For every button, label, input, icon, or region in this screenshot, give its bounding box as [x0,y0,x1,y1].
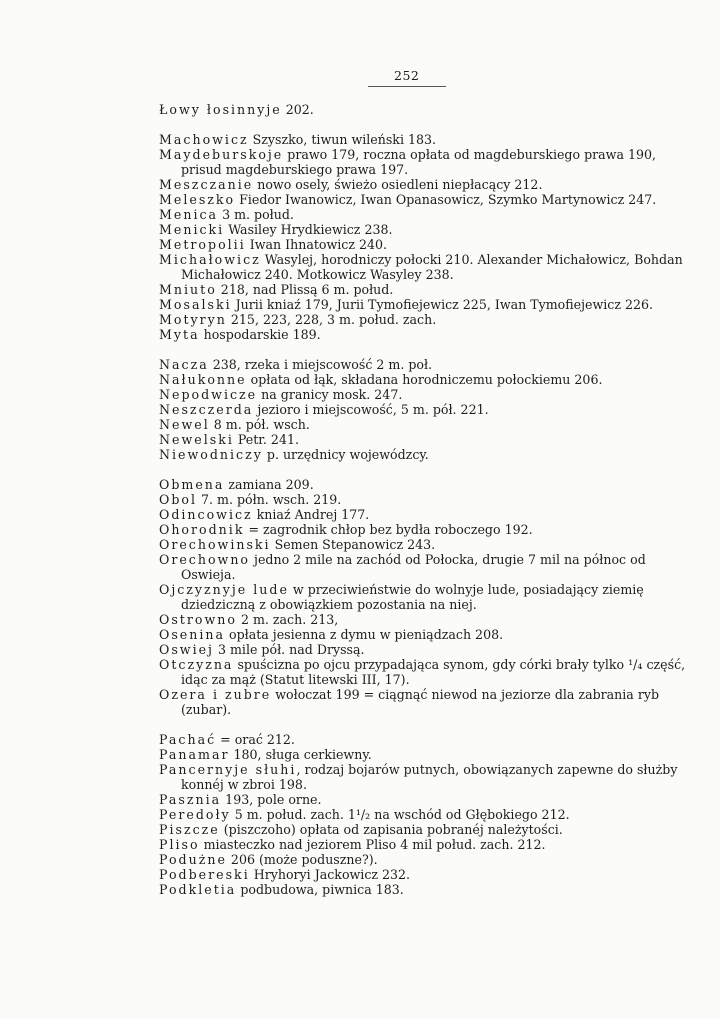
entry-text: Szyszko, tiwun wileński 183. [248,132,437,147]
entry-term: Mniuto [159,282,217,297]
glossary-entry [159,627,699,642]
entry-group [159,357,699,462]
glossary-entry [159,177,699,192]
entry-text: 2 m. zach. 213, [236,612,339,627]
entry-text: hospodarskie 189. [199,327,321,342]
page-number-rule [368,86,446,87]
glossary-entry [159,237,699,252]
glossary-entry [159,642,699,657]
glossary-entry [159,822,699,837]
entry-term: Ohorodnik [159,522,245,537]
entry-term: Pasznia [159,792,222,807]
entry-term: Orechowinski [159,537,271,552]
glossary-entry [159,552,699,582]
glossary-entry [159,612,699,627]
glossary-content [159,102,699,897]
glossary-entry [159,852,699,867]
entry-term: Łowy łosinnyje [159,102,282,117]
glossary-entry [159,807,699,822]
entry-term: Pliso [159,837,200,852]
entry-text: 180, sługa cerkiewny. [229,747,372,762]
entry-term: Meszczanie [159,177,254,192]
entry-term: Nacza [159,357,209,372]
entry-term: Menicki [159,222,225,237]
entry-term: Motyryn [159,312,227,327]
entry-term: Pancernyje słuhi [159,762,297,777]
glossary-entry [159,582,699,612]
entry-text: wołoczat 199 = ciągnąć niewod na jeziorze dla zabrania ryb (zubar). [181,687,660,717]
entry-text: 7. m. półn. wsch. 219. [197,492,342,507]
page-number: 252 [394,68,420,83]
entry-term: Meleszko [159,192,236,207]
entry-term: Osenina [159,627,225,642]
entry-term: Pachać [159,732,217,747]
entry-text: Jurii kniaź 179, Jurii Tymofiejewicz 225, Iwan Tymofiejewicz 226. [231,297,654,312]
glossary-entry [159,282,699,297]
glossary-entry [159,762,699,792]
glossary-entry [159,447,699,462]
glossary-entry [159,387,699,402]
entry-text: Iwan Ihnatowicz 240. [245,237,388,252]
entry-text: , rodzaj bojarów putnych, obowiązanych zapewne do służby konnéj w zbroi 198. [181,762,678,792]
glossary-entry [159,522,699,537]
glossary-entry [159,402,699,417]
entry-text: 206 (może poduszne?). [226,852,378,867]
glossary-entry [159,192,699,207]
glossary-entry [159,327,699,342]
entry-term: Podużne [159,852,227,867]
glossary-entry [159,882,699,897]
entry-text: 3 m. połud. [218,207,294,222]
entry-term: Metropolii [159,237,246,252]
entry-text: Semen Stepanowicz 243. [270,537,436,552]
entry-term: Neszczerda [159,402,254,417]
group-gap [159,462,699,477]
entry-term: Machowicz [159,132,249,147]
group-gap [159,342,699,357]
entry-text: p. urzędnicy wojewódzcy. [262,447,429,462]
glossary-entry [159,867,699,882]
glossary-entry [159,312,699,327]
entry-text: Fiedor Iwanowicz, Iwan Opanasowicz, Szymko Martynowicz 247. [235,192,657,207]
entry-text: opłata od łąk, składana horodniczemu połockiemu 206. [246,372,603,387]
entry-text: Wasylej, horodniczy połocki 210. Alexander Michałowicz, Bohdan Michałowicz 240. Motkowicz Wasyley 238. [181,252,683,282]
glossary-entry [159,732,699,747]
group-gap [159,717,699,732]
entry-text: podbudowa, piwnica 183. [236,882,404,897]
glossary-entry [159,792,699,807]
entry-term: Nałukonne [159,372,247,387]
entry-term: Newelski [159,432,234,447]
entry-group [159,477,699,717]
entry-text: jezioro i miejscowość, 5 m. pół. 221. [253,402,489,417]
entry-text: = zagrodnik chłop bez bydła roboczego 192. [244,522,533,537]
glossary-entry [159,747,699,762]
entry-group [159,732,699,897]
glossary-entry [159,207,699,222]
entry-text: 5 m. połud. zach. 1¹/₂ na wschód od Głębokiego 212. [230,807,570,822]
entry-term: Piszcze [159,822,220,837]
entry-text: Hryhoryi Jackowicz 232. [249,867,411,882]
glossary-entry [159,657,699,687]
entry-term: Menica [159,207,219,222]
entry-text: zamiana 209. [224,477,314,492]
glossary-entry [159,837,699,852]
glossary-entry [159,147,699,177]
glossary-entry [159,252,699,282]
entry-term: Peredoły [159,807,231,822]
entry-text: nowo osely, świeżo osiedleni niepłacący 212. [253,177,543,192]
entry-term: Otczyzna [159,657,234,672]
entry-text: miasteczko nad jeziorem Pliso 4 mil połud. zach. 212. [199,837,546,852]
entry-text: = orać 212. [216,732,295,747]
glossary-entry [159,477,699,492]
entry-text: 202. [281,102,314,117]
entry-text: prawo 179, roczna opłata od magdeburskiego prawa 190, prisud magdeburskiego prawa 197. [181,147,656,177]
entry-term: Orechowno [159,552,251,567]
entry-text: (piszczoho) opłata od zapisania pobranéj należytości. [219,822,563,837]
glossary-entry [159,132,699,147]
entry-text: 193, pole orne. [221,792,322,807]
entry-text: 3 mile pół. nad Dryssą. [213,642,365,657]
entry-group [159,132,699,342]
entry-term: Niewodniczy [159,447,263,462]
entry-text: Wasiley Hrydkiewicz 238. [224,222,393,237]
entry-term: Oswiej [159,642,214,657]
entry-term: Ostrowno [159,612,237,627]
entry-groups [159,132,699,897]
glossary-entry [159,297,699,312]
glossary-entry [159,687,699,717]
entry-term: Michałowicz [159,252,261,267]
entry-text: w przeciwieństwie do wolnyje lude, posiadający ziemię dziedziczną z obowiązkiem pozostania na niej. [181,582,644,612]
glossary-entry [159,537,699,552]
glossary-entry [159,432,699,447]
entry-text: Petr. 241. [233,432,299,447]
glossary-entry [159,417,699,432]
section-title [159,102,699,117]
entry-text: 238, rzeka i miejscowość 2 m. poł. [208,357,433,372]
entry-term: Myta [159,327,200,342]
entry-term: Podkletia [159,882,237,897]
entry-term: Obol [159,492,197,507]
glossary-entry [159,492,699,507]
entry-term: Ojczyznyje lude [159,582,289,597]
entry-text: na granicy mosk. 247. [257,387,403,402]
entry-term: Nepodwicze [159,387,258,402]
entry-text: spuścizna po ojcu przypadająca synom, gdy córki brały tylko ¹/₄ część, idąc za mąż (Statut litewski III, 17). [181,657,686,687]
glossary-entry [159,372,699,387]
entry-term: Podbereski [159,867,250,882]
entry-term: Mosalski [159,297,232,312]
entry-text: jedno 2 mile na zachód od Połocka, drugie 7 mil na północ od Oswieja. [181,552,646,582]
entry-term: Odincowicz [159,507,253,522]
glossary-entry [159,357,699,372]
entry-text: opłata jesienna z dymu w pieniądzach 208. [225,627,504,642]
entry-term: Panamar [159,747,230,762]
entry-term: Newel [159,417,210,432]
entry-term: Maydeburskoje [159,147,284,162]
entry-text: 8 m. pół. wsch. [209,417,310,432]
entry-text: 215, 223, 228, 3 m. połud. zach. [226,312,437,327]
entry-text: 218, nad Plissą 6 m. połud. [216,282,394,297]
entry-text: kniaź Andrej 177. [252,507,370,522]
entry-term: Obmena [159,477,225,492]
glossary-entry [159,507,699,522]
entry-term: Ozera i zubre [159,687,272,702]
glossary-entry [159,222,699,237]
